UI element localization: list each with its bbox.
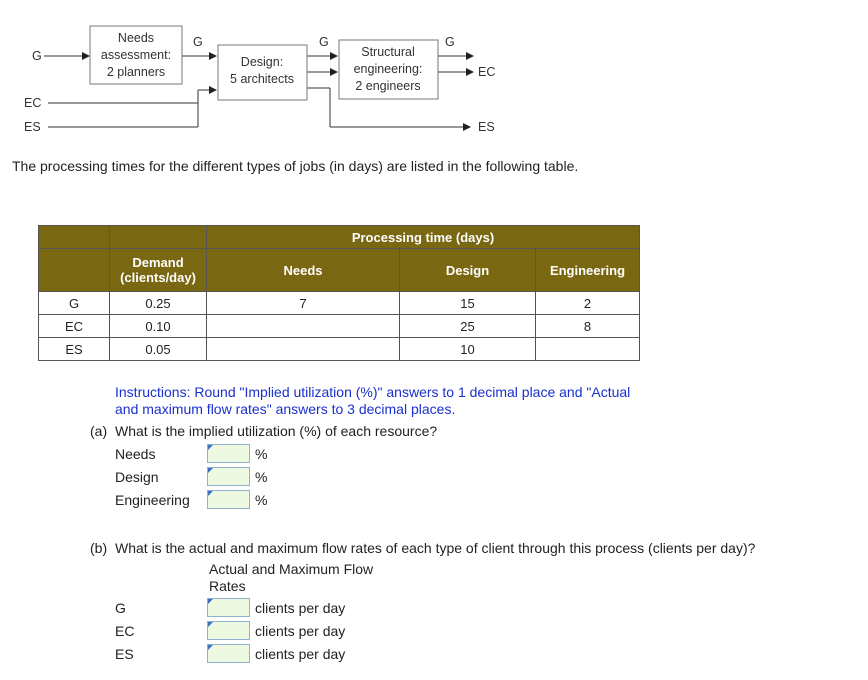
flag-icon <box>208 491 213 496</box>
answer-label-g: G <box>115 600 126 616</box>
part-b-label: (b) <box>90 540 108 556</box>
part-b-header-line2: Rates <box>209 578 246 594</box>
answer-label-es: ES <box>115 646 134 662</box>
input-es-label: ES <box>24 120 41 134</box>
process-flow-diagram <box>0 0 868 150</box>
design-box-line1: Design: <box>240 55 284 69</box>
intro-text: The processing times for the different types of jobs (in days) are listed in the following table. <box>12 158 579 174</box>
structural-box-line1: Structural <box>361 45 415 59</box>
design-box-line2: 5 architects <box>230 72 294 86</box>
utilization-design-input[interactable] <box>207 467 250 486</box>
part-b-question: What is the actual and maximum flow rates of each type of client through this process (clients per day)? <box>115 540 756 556</box>
needs-box-line2: assessment: <box>100 48 172 62</box>
needs-box-line1: Needs <box>117 31 155 45</box>
g-label-struct-out: G <box>445 35 455 49</box>
structural-box-line2: engineering: <box>353 62 423 76</box>
table-row: EC 0.10 25 8 <box>39 315 640 338</box>
col-needs: Needs <box>207 249 400 292</box>
input-ec-label: EC <box>24 96 42 110</box>
part-a-label: (a) <box>90 423 108 439</box>
part-a-question: What is the implied utilization (%) of each resource? <box>115 423 438 439</box>
table-row: ES 0.05 10 <box>39 338 640 361</box>
utilization-needs-input[interactable] <box>207 444 250 463</box>
unit-clients-per-day: clients per day <box>255 600 346 616</box>
g-label-needs-out: G <box>193 35 203 49</box>
input-g-label: G <box>32 49 42 63</box>
instructions: Instructions: Round "Implied utilization (%)" answers to 1 decimal place and "Actual and maximum flow rates" answers to 3 decimal places. <box>115 384 631 417</box>
table-row: G 0.25 7 15 2 <box>39 292 640 315</box>
group-header: Processing time (days) <box>207 226 640 249</box>
unit-percent: % <box>255 492 268 508</box>
col-design: Design <box>400 249 536 292</box>
part-b-header-line1: Actual and Maximum Flow <box>209 561 374 577</box>
answer-label-needs: Needs <box>115 446 156 462</box>
answer-label-ec: EC <box>115 623 135 639</box>
unit-percent: % <box>255 446 268 462</box>
flag-icon <box>208 445 213 450</box>
unit-percent: % <box>255 469 268 485</box>
flag-icon <box>208 599 213 604</box>
output-es-label: ES <box>478 120 495 134</box>
col-demand: Demand (clients/day) <box>110 249 207 292</box>
answer-label-design: Design <box>115 469 159 485</box>
structural-box-line3: 2 engineers <box>355 79 421 93</box>
processing-time-table <box>38 225 640 361</box>
utilization-engineering-input[interactable] <box>207 490 250 509</box>
flag-icon <box>208 645 213 650</box>
flag-icon <box>208 468 213 473</box>
g-label-design-out: G <box>319 35 329 49</box>
table-column-header-row <box>39 249 640 292</box>
flag-icon <box>208 622 213 627</box>
needs-box-line3: 2 planners <box>106 65 166 79</box>
table-group-header-row <box>39 226 640 249</box>
output-ec-label: EC <box>478 65 496 79</box>
flow-rate-es-input[interactable] <box>207 644 250 663</box>
unit-clients-per-day: clients per day <box>255 646 346 662</box>
flow-rate-g-input[interactable] <box>207 598 250 617</box>
flow-rate-ec-input[interactable] <box>207 621 250 640</box>
unit-clients-per-day: clients per day <box>255 623 346 639</box>
col-engineering: Engineering <box>536 249 640 292</box>
answer-label-engineering: Engineering <box>115 492 190 508</box>
